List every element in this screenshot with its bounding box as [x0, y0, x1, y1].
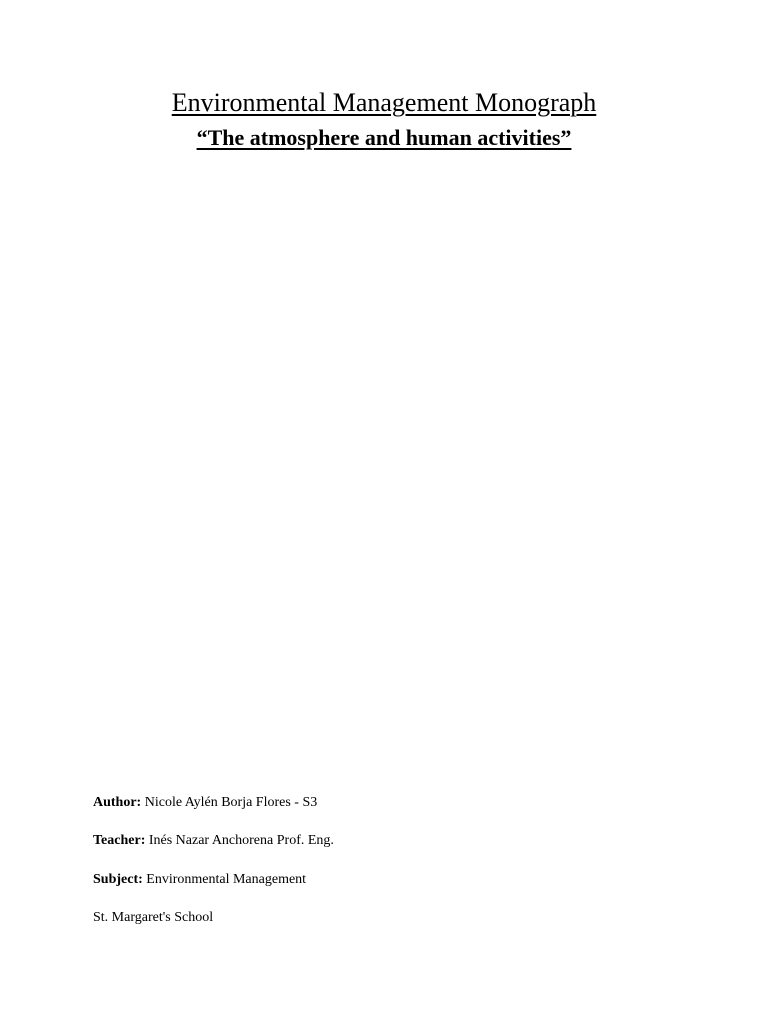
- document-subtitle: “The atmosphere and human activities”: [196, 125, 572, 150]
- subject-line: [93, 871, 306, 889]
- school-name: St. Margaret's School: [93, 910, 214, 925]
- author-value: Nicole Aylén Borja Flores - S3: [141, 795, 318, 810]
- subject-label: Subject:: [93, 872, 143, 887]
- teacher-value: Inés Nazar Anchorena Prof. Eng.: [145, 833, 334, 848]
- teacher-label: Teacher:: [93, 833, 146, 848]
- teacher-line: [93, 832, 334, 850]
- author-line: [93, 794, 317, 812]
- author-label: Author:: [93, 795, 142, 810]
- subject-value: Environmental Management: [142, 872, 307, 887]
- school-line: [93, 909, 213, 927]
- document-title: Environmental Management Monograph: [171, 88, 597, 117]
